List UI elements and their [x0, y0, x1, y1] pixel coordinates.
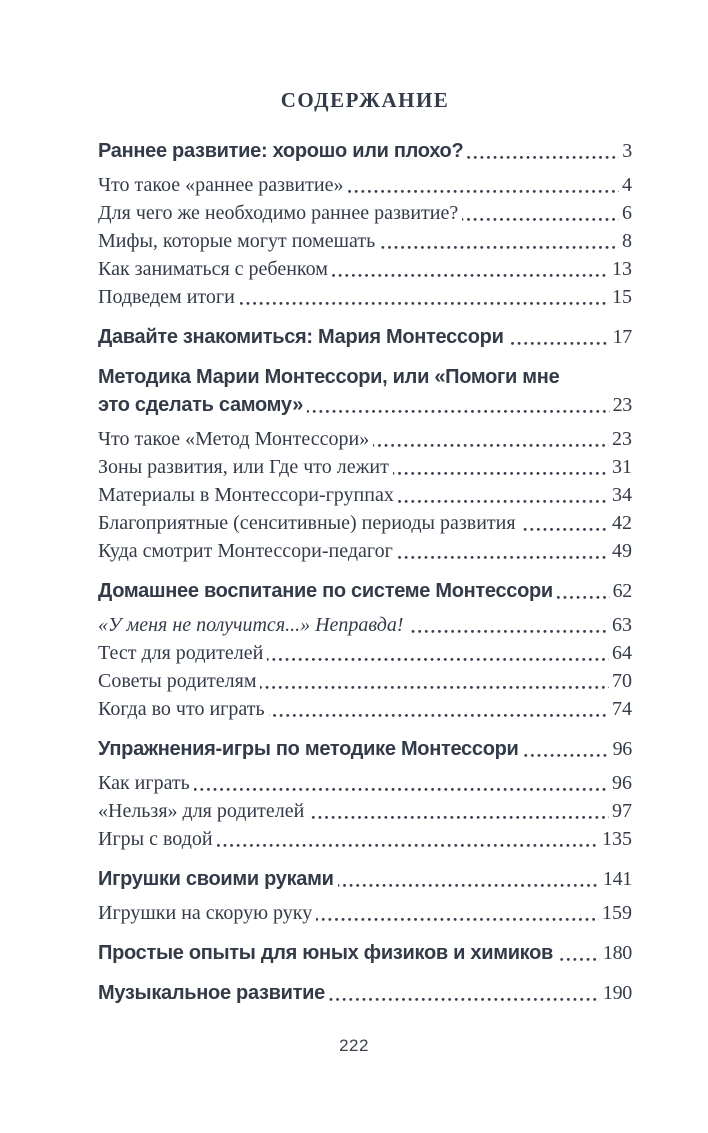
toc-entry — [98, 865, 632, 893]
toc-entry-page-number: 34 — [612, 484, 632, 506]
page-title: СОДЕРЖАНИЕ — [280, 88, 450, 112]
toc-entry — [98, 323, 632, 351]
toc-entry-label: Для чего же необходимо раннее развитие? — [98, 202, 459, 224]
toc-entry-label: Благоприятные (сенситивные) периоды развития — [98, 512, 516, 534]
toc-entry-label: Как играть — [98, 772, 190, 794]
toc-entry-label: Куда смотрит Монтессори-педагог — [98, 540, 393, 562]
toc-dot-leader — [217, 844, 599, 847]
toc-entry-page-number: 97 — [612, 800, 632, 822]
toc-entry — [98, 667, 632, 695]
toc-entry-label: Игрушки на скорую руку — [98, 902, 313, 924]
toc-entry — [98, 979, 632, 1007]
toc-entry-page-number: 6 — [622, 202, 632, 224]
toc-entry-label: Мифы, которые могут помешать — [98, 230, 376, 252]
toc-dot-leader — [467, 156, 619, 159]
toc-dot-leader — [373, 444, 609, 447]
toc-entry — [98, 577, 632, 605]
toc-entry — [98, 639, 632, 667]
toc-entry — [98, 939, 632, 967]
toc-entry — [98, 797, 632, 825]
toc-entry-page-number: 13 — [612, 258, 632, 280]
page-number-footer: 222 — [339, 1036, 369, 1055]
toc-entry-page-number: 74 — [612, 698, 632, 720]
toc-entry — [98, 899, 632, 927]
toc-dot-leader — [408, 630, 609, 633]
toc-entry-label: Советы родителям — [98, 670, 257, 692]
toc-entry-label: Упражнения-игры по методике Монтессори — [98, 738, 519, 760]
toc-entry-page-number: 70 — [612, 670, 632, 692]
toc-dot-leader — [194, 788, 609, 791]
toc-entry — [98, 283, 632, 311]
toc-dot-leader — [520, 528, 609, 531]
toc-entry — [98, 199, 632, 227]
toc-entry-label: Подведем итоги — [98, 286, 235, 308]
toc-entry-label: «У меня не получится...» Неправда! — [98, 614, 404, 636]
toc-entry-page-number: 64 — [612, 642, 632, 664]
toc-entry-label: Игры с водой — [98, 828, 213, 850]
toc-entry-page-number: 63 — [612, 614, 632, 636]
toc-entry-label: Зоны развития, или Где что лежит — [98, 456, 389, 478]
toc-dot-leader — [508, 342, 610, 345]
toc-entry-page-number: 8 — [622, 230, 632, 252]
toc-entry — [98, 769, 632, 797]
toc-entry-label-line1: Методика Марии Монтессори, или «Помоги мне — [98, 366, 560, 388]
toc-dot-leader — [393, 472, 609, 475]
toc-entry — [98, 171, 632, 199]
toc-entry-page-number: 3 — [622, 140, 632, 162]
toc-entry-page-number: 17 — [612, 326, 632, 348]
toc-dot-leader — [316, 918, 599, 921]
toc-dot-leader — [347, 190, 619, 193]
toc-dot-leader — [332, 274, 609, 277]
toc-dot-leader — [557, 958, 600, 961]
toc-dot-leader — [398, 500, 609, 503]
toc-entry-page-number: 62 — [612, 580, 632, 602]
toc-dot-leader — [397, 556, 609, 559]
toc-entry-label: Игрушки своими руками — [98, 868, 334, 890]
toc-entry-label: Материалы в Монтессори-группах — [98, 484, 394, 506]
toc-entry-page-number: 141 — [602, 868, 632, 890]
toc-entry-label: Музыкальное развитие — [98, 982, 325, 1004]
toc-entry-page-number: 42 — [612, 512, 632, 534]
toc-entry-label: Как заниматься с ребенком — [98, 258, 328, 280]
toc-entry-label: Тест для родителей — [98, 642, 264, 664]
toc-entry — [98, 611, 632, 639]
toc-dot-leader — [307, 410, 610, 413]
toc-entry-page-number: 49 — [612, 540, 632, 562]
toc-entry-page-number: 15 — [612, 286, 632, 308]
toc-dot-leader — [329, 998, 600, 1001]
toc-entry — [98, 825, 632, 853]
toc-dot-leader — [557, 596, 610, 599]
toc-entry-page-number: 23 — [612, 428, 632, 450]
toc-entry-page-number: 159 — [602, 902, 632, 924]
toc-entry — [98, 137, 632, 165]
toc-entry — [98, 425, 632, 453]
toc-dot-leader — [462, 218, 619, 221]
toc-list — [98, 137, 632, 1007]
toc-entry-label: это сделать самому» — [98, 394, 304, 416]
toc-entry — [98, 481, 632, 509]
toc-entry-label: «Нельзя» для родителей — [98, 800, 305, 822]
toc-entry-page-number: 190 — [602, 982, 632, 1004]
toc-dot-leader — [239, 302, 609, 305]
toc-entry-label: Давайте знакомиться: Мария Монтессори — [98, 326, 504, 348]
toc-entry-label: Когда во что играть — [98, 698, 265, 720]
toc-entry — [98, 695, 632, 723]
toc-entry — [98, 227, 632, 255]
toc-entry-label: Простые опыты для юных физиков и химиков — [98, 942, 554, 964]
toc-entry-page-number: 96 — [612, 738, 632, 760]
toc-dot-leader — [269, 714, 609, 717]
toc-entry-page-number: 180 — [602, 942, 632, 964]
toc-entry — [98, 453, 632, 481]
toc-dot-leader — [338, 884, 600, 887]
toc-entry-label: Что такое «раннее развитие» — [98, 174, 344, 196]
toc-entry-label: Домашнее воспитание по системе Монтессори — [98, 580, 553, 602]
toc-dot-leader — [267, 658, 609, 661]
toc-dot-leader — [308, 816, 609, 819]
toc-entry-page-number: 31 — [612, 456, 632, 478]
contents-page — [98, 88, 632, 1013]
toc-entry-page-number: 135 — [602, 828, 632, 850]
toc-entry-page-number: 4 — [622, 174, 632, 196]
toc-dot-leader — [260, 686, 609, 689]
toc-entry-page-number: 96 — [612, 772, 632, 794]
toc-dot-leader — [379, 246, 619, 249]
toc-entry-page-number: 23 — [612, 394, 632, 416]
toc-entry — [98, 735, 632, 763]
toc-entry-label: Что такое «Метод Монтессори» — [98, 428, 370, 450]
toc-entry-label: Раннее развитие: хорошо или плохо? — [98, 140, 464, 162]
toc-entry — [98, 509, 632, 537]
toc-entry — [98, 537, 632, 565]
toc-dot-leader — [523, 754, 610, 757]
toc-entry — [98, 363, 632, 419]
toc-entry — [98, 255, 632, 283]
